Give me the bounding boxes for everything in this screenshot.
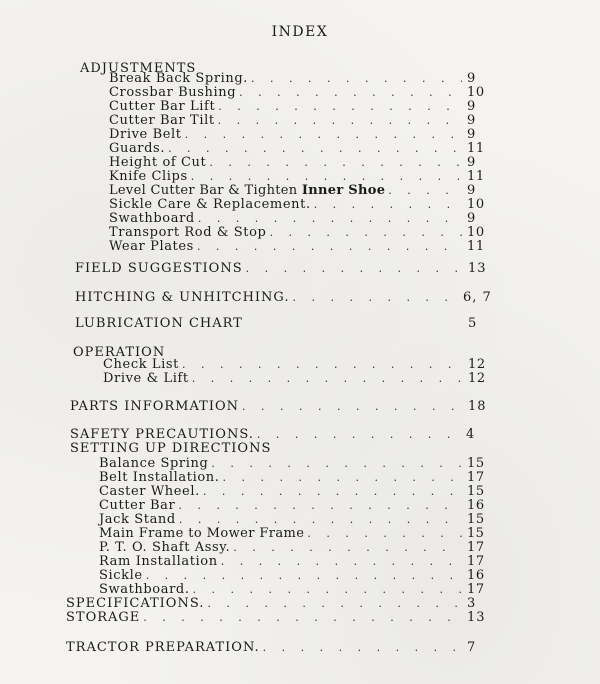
leader-dots [207, 597, 462, 611]
leader-dots [211, 457, 462, 471]
entry-label: PARTS INFORMATION [70, 399, 240, 414]
entry-label: Knife Clips [109, 169, 188, 184]
entry-label: Caster Wheel. [99, 484, 200, 499]
entry-label: SPECIFICATIONS. [66, 596, 205, 611]
leader-dots [314, 198, 462, 212]
entry-label: Swathboard [109, 211, 195, 226]
entry-page: 9 [467, 99, 476, 114]
entry-label: Cutter Bar Lift [109, 99, 216, 114]
entry-page: 12 [468, 371, 486, 386]
entry-page: 10 [467, 225, 485, 240]
index-entry-safety [70, 428, 488, 442]
entry-label: Transport Rod & Stop [109, 225, 267, 240]
entry-page: 15 [467, 526, 485, 541]
entry-label: LUBRICATION CHART [75, 316, 243, 331]
entry-label: Cutter Bar [99, 498, 176, 513]
entry-page: 7 [467, 640, 477, 655]
leader-dots [233, 541, 462, 555]
index-entry [109, 226, 489, 240]
entry-page: 9 [467, 71, 476, 86]
leader-dots [269, 226, 462, 240]
entry-page: 9 [467, 127, 476, 142]
entry-page: 17 [467, 554, 485, 569]
entry-page: 5 [468, 316, 478, 331]
entry-page: 18 [468, 399, 487, 414]
index-entry [99, 457, 489, 471]
entry-page: 12 [468, 357, 486, 372]
section-heading-operation: OPERATION [73, 345, 166, 360]
index-entry [109, 86, 489, 100]
index-entry [99, 555, 489, 569]
leader-dots [198, 212, 462, 226]
entry-page: 10 [467, 197, 485, 212]
leader-dots [182, 358, 463, 372]
leader-dots [221, 555, 462, 569]
entry-label: Belt Installation. [99, 470, 220, 485]
leader-dots [388, 184, 462, 198]
entry-label: STORAGE [66, 610, 141, 625]
leader-dots [218, 114, 462, 128]
entry-page: 10 [467, 85, 485, 100]
leader-dots [191, 170, 462, 184]
entry-page: 17 [467, 540, 485, 555]
index-entry [99, 583, 489, 597]
entry-page: 6, 7 [463, 290, 492, 305]
entry-label: Guards. [109, 141, 166, 156]
index-entry [99, 471, 489, 485]
entry-label: Check List [103, 357, 179, 372]
entry-label: Break Back Spring. [109, 71, 249, 86]
leader-dots [263, 641, 462, 655]
index-entry [99, 485, 489, 499]
entry-page: 17 [467, 582, 485, 597]
index-entry [109, 156, 489, 170]
entry-label: TRACTOR PREPARATION. [66, 640, 260, 655]
index-entry [109, 142, 489, 156]
entry-page: 15 [467, 484, 485, 499]
entry-label: Drive & Lift [103, 371, 189, 386]
leader-dots [143, 611, 462, 625]
entry-label: Balance Spring [99, 456, 209, 471]
leader-dots [223, 471, 463, 485]
leader-dots [178, 499, 462, 513]
entry-label: Wear Plates [109, 239, 194, 254]
leader-dots [185, 128, 462, 142]
entry-label: HITCHING & UNHITCHING. [75, 290, 290, 305]
leader-dots [246, 262, 463, 276]
entry-page: 16 [467, 498, 485, 513]
entry-label: Crossbar Bushing [109, 85, 237, 100]
entry-page: 9 [467, 155, 476, 170]
entry-label: Cutter Bar Tilt [109, 113, 215, 128]
entry-label: Jack Stand [99, 512, 176, 527]
entry-page: 11 [467, 239, 485, 254]
index-entry [109, 212, 489, 226]
entry-label-bold: Inner Shoe [301, 183, 386, 198]
entry-page: 13 [467, 610, 486, 625]
index-entry-storage [66, 611, 489, 625]
entry-label: FIELD SUGGESTIONS [75, 261, 243, 276]
entry-label: Ram Installation [99, 554, 218, 569]
leader-dots [203, 485, 462, 499]
index-entry-field-suggestions [75, 262, 490, 276]
entry-page: 3 [467, 596, 477, 611]
entry-label: Sickle [99, 568, 143, 583]
entry-label: P. T. O. Shaft Assy. [99, 540, 231, 555]
index-entry [99, 541, 489, 555]
leader-dots [146, 569, 462, 583]
index-entry-tractor [66, 641, 489, 655]
entry-page: 9 [467, 183, 476, 198]
leader-dots [251, 72, 462, 86]
entry-page: 9 [467, 113, 476, 128]
index-entry [99, 569, 489, 583]
leader-dots [257, 428, 461, 442]
leader-dots [192, 372, 463, 386]
leader-dots [193, 583, 462, 597]
entry-label: Main Frame to Mower Frame [99, 526, 305, 541]
leader-dots [242, 400, 463, 414]
index-entry [109, 114, 489, 128]
entry-page: 17 [467, 470, 485, 485]
leader-dots [209, 156, 462, 170]
index-entry-lubrication [75, 317, 490, 331]
index-entry-hitching [75, 291, 497, 305]
index-entry-specifications [66, 597, 489, 611]
index-entry [109, 240, 489, 254]
leader-dots [179, 513, 462, 527]
leader-dots [307, 527, 462, 541]
leader-dots [197, 240, 462, 254]
index-entry [109, 128, 489, 142]
entry-label: Sickle Care & Replacement. [109, 197, 311, 212]
entry-page: 9 [467, 211, 476, 226]
entry-page: 11 [467, 169, 485, 184]
entry-label-main: Level Cutter Bar & Tighten [109, 183, 298, 198]
index-entry [109, 170, 489, 184]
index-entry [99, 499, 489, 513]
entry-page: 11 [467, 141, 485, 156]
section-heading-adjustments: ADJUSTMENTS [80, 61, 197, 76]
leader-dots [168, 142, 462, 156]
index-entry [109, 72, 489, 86]
index-entry [109, 198, 489, 212]
entry-page: 4 [466, 427, 476, 442]
entry-label: Swathboard. [99, 582, 190, 597]
index-entry [103, 372, 490, 386]
index-entry [99, 513, 489, 527]
entry-page: 13 [468, 261, 487, 276]
entry-page: 16 [467, 568, 485, 583]
index-entry [109, 100, 489, 114]
index-entry [109, 184, 489, 198]
page-title: INDEX [271, 24, 329, 40]
entry-label: SAFETY PRECAUTIONS. [70, 427, 254, 442]
entry-label: Height of Cut [109, 155, 207, 170]
index-entry [103, 358, 490, 372]
leader-dots [218, 100, 462, 114]
entry-label [109, 184, 385, 198]
entry-label: Drive Belt [109, 127, 182, 142]
entry-page: 15 [467, 456, 485, 471]
index-entry-parts [70, 400, 490, 414]
section-heading-setting-up: SETTING UP DIRECTIONS [70, 441, 272, 456]
leader-dots [292, 291, 458, 305]
index-entry [99, 527, 489, 541]
leader-dots [239, 86, 462, 100]
entry-page: 15 [467, 512, 485, 527]
